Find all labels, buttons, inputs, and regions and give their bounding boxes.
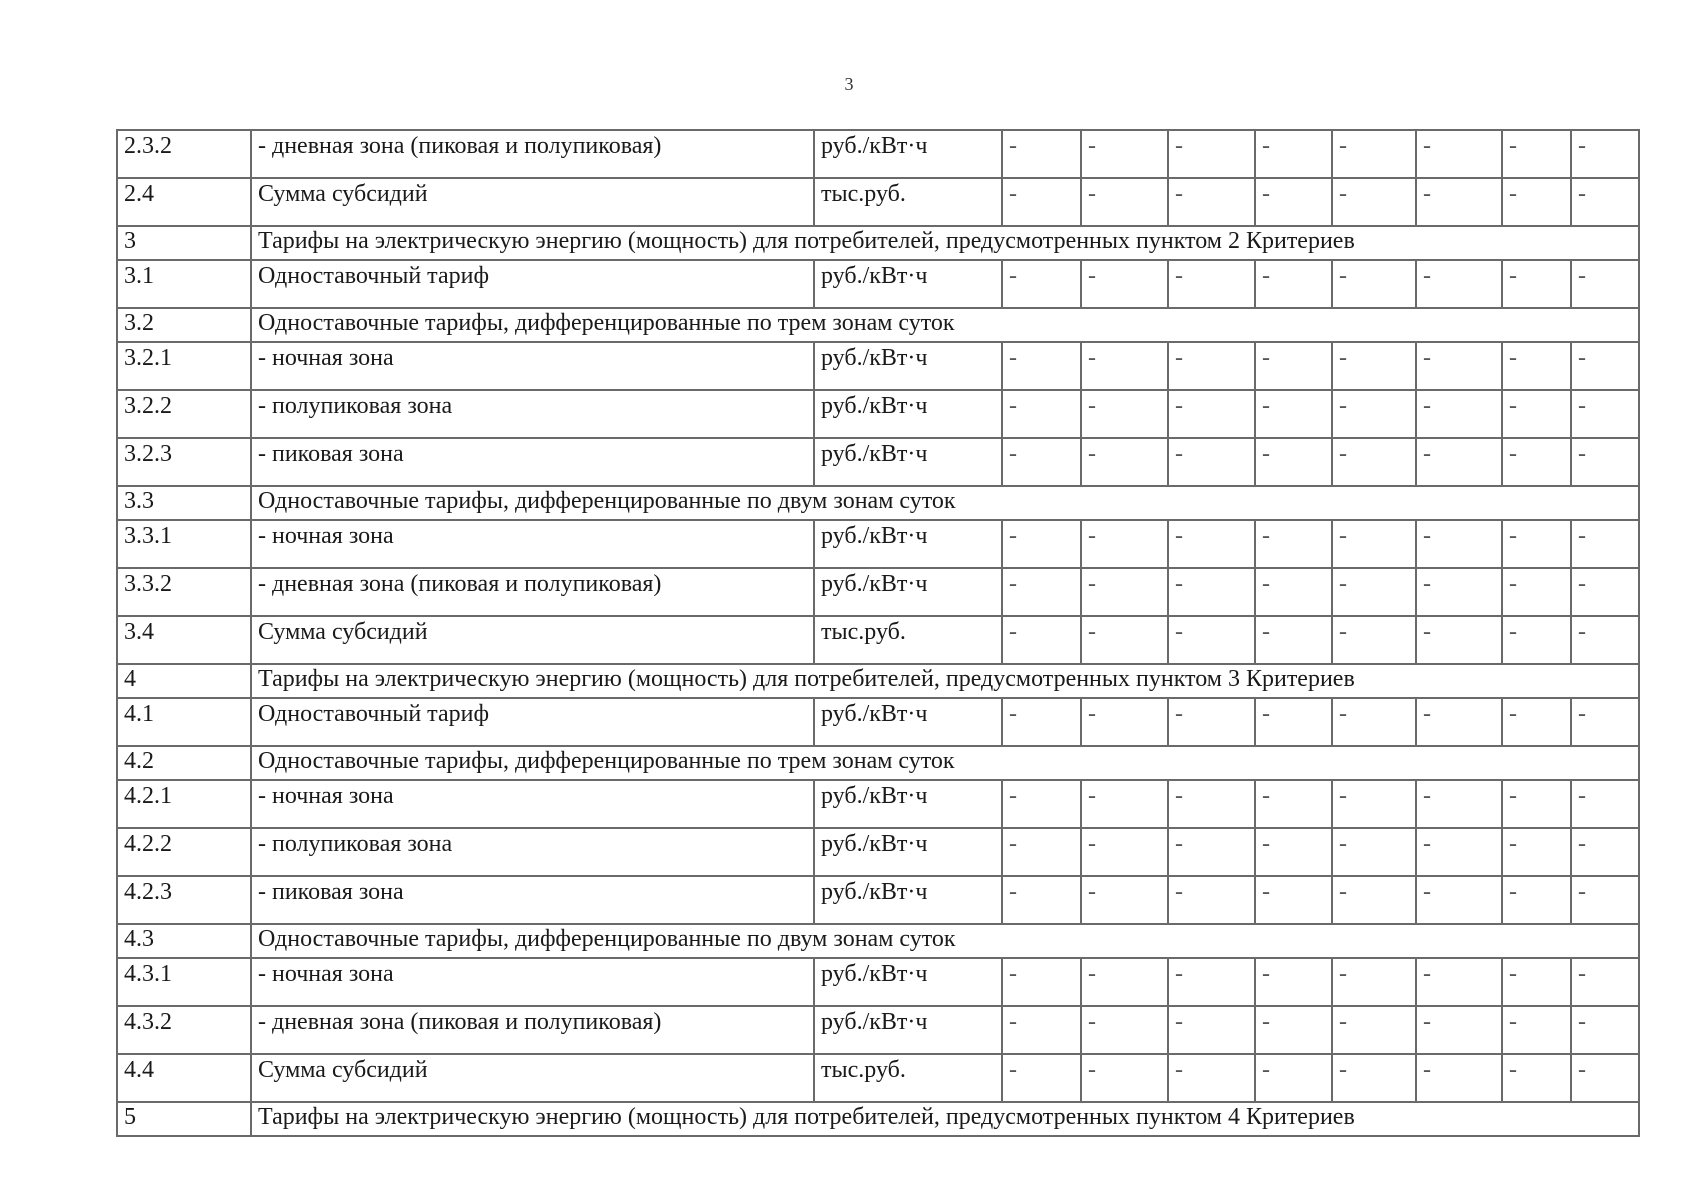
row-number: 3.3.1 bbox=[117, 520, 251, 568]
value-cell: - bbox=[1416, 342, 1502, 390]
value-cell: - bbox=[1502, 178, 1571, 226]
table-row bbox=[117, 130, 1639, 178]
value-cell: - bbox=[1502, 1054, 1571, 1102]
value-cell: - bbox=[1416, 130, 1502, 178]
value-cell: - bbox=[1002, 780, 1081, 828]
value-cell: - bbox=[1081, 178, 1168, 226]
row-number: 3.2.2 bbox=[117, 390, 251, 438]
value-cell: - bbox=[1081, 130, 1168, 178]
row-unit: руб./кВт·ч bbox=[814, 780, 1002, 828]
value-cell: - bbox=[1255, 178, 1332, 226]
value-cell: - bbox=[1416, 438, 1502, 486]
value-cell: - bbox=[1416, 260, 1502, 308]
value-cell: - bbox=[1168, 178, 1255, 226]
value-cell: - bbox=[1002, 390, 1081, 438]
value-cell: - bbox=[1502, 828, 1571, 876]
section-title: Одноставочные тарифы, дифференцированные по двум зонам суток bbox=[251, 924, 1639, 958]
value-cell: - bbox=[1255, 390, 1332, 438]
value-cell: - bbox=[1168, 876, 1255, 924]
row-unit: руб./кВт·ч bbox=[814, 828, 1002, 876]
row-name: Сумма субсидий bbox=[251, 178, 814, 226]
value-cell: - bbox=[1081, 390, 1168, 438]
value-cell: - bbox=[1502, 438, 1571, 486]
value-cell: - bbox=[1002, 1006, 1081, 1054]
value-cell: - bbox=[1571, 780, 1639, 828]
row-unit: тыс.руб. bbox=[814, 1054, 1002, 1102]
row-number: 3.2.3 bbox=[117, 438, 251, 486]
value-cell: - bbox=[1416, 390, 1502, 438]
value-cell: - bbox=[1416, 616, 1502, 664]
value-cell: - bbox=[1255, 568, 1332, 616]
table-row bbox=[117, 1054, 1639, 1102]
value-cell: - bbox=[1002, 828, 1081, 876]
value-cell: - bbox=[1002, 130, 1081, 178]
row-number: 4.3 bbox=[117, 924, 251, 958]
table-row bbox=[117, 520, 1639, 568]
value-cell: - bbox=[1081, 828, 1168, 876]
row-number: 4 bbox=[117, 664, 251, 698]
section-row bbox=[117, 308, 1639, 342]
value-cell: - bbox=[1002, 520, 1081, 568]
value-cell: - bbox=[1332, 438, 1416, 486]
value-cell: - bbox=[1332, 876, 1416, 924]
value-cell: - bbox=[1332, 260, 1416, 308]
table-row bbox=[117, 1006, 1639, 1054]
value-cell: - bbox=[1571, 616, 1639, 664]
row-name: - пиковая зона bbox=[251, 438, 814, 486]
value-cell: - bbox=[1081, 520, 1168, 568]
value-cell: - bbox=[1571, 390, 1639, 438]
value-cell: - bbox=[1168, 698, 1255, 746]
row-number: 3.2 bbox=[117, 308, 251, 342]
value-cell: - bbox=[1168, 1006, 1255, 1054]
value-cell: - bbox=[1332, 130, 1416, 178]
value-cell: - bbox=[1168, 828, 1255, 876]
value-cell: - bbox=[1168, 438, 1255, 486]
row-unit: тыс.руб. bbox=[814, 178, 1002, 226]
value-cell: - bbox=[1168, 342, 1255, 390]
table-body bbox=[117, 130, 1639, 1136]
value-cell: - bbox=[1502, 698, 1571, 746]
section-title: Одноставочные тарифы, дифференцированные по трем зонам суток bbox=[251, 308, 1639, 342]
row-unit: руб./кВт·ч bbox=[814, 698, 1002, 746]
value-cell: - bbox=[1502, 1006, 1571, 1054]
value-cell: - bbox=[1502, 958, 1571, 1006]
value-cell: - bbox=[1255, 260, 1332, 308]
value-cell: - bbox=[1571, 1006, 1639, 1054]
row-name: - дневная зона (пиковая и полупиковая) bbox=[251, 1006, 814, 1054]
row-name: - дневная зона (пиковая и полупиковая) bbox=[251, 130, 814, 178]
value-cell: - bbox=[1168, 130, 1255, 178]
section-row bbox=[117, 924, 1639, 958]
section-title: Тарифы на электрическую энергию (мощность) для потребителей, предусмотренных пунктом 4 Критериев bbox=[251, 1102, 1639, 1136]
value-cell: - bbox=[1002, 1054, 1081, 1102]
row-number: 2.3.2 bbox=[117, 130, 251, 178]
value-cell: - bbox=[1168, 390, 1255, 438]
row-number: 4.4 bbox=[117, 1054, 251, 1102]
value-cell: - bbox=[1416, 828, 1502, 876]
row-name: Одноставочный тариф bbox=[251, 260, 814, 308]
page-number: 3 bbox=[844, 74, 854, 94]
value-cell: - bbox=[1255, 958, 1332, 1006]
value-cell: - bbox=[1255, 520, 1332, 568]
value-cell: - bbox=[1002, 616, 1081, 664]
table-row bbox=[117, 260, 1639, 308]
row-number: 4.2.1 bbox=[117, 780, 251, 828]
value-cell: - bbox=[1571, 568, 1639, 616]
value-cell: - bbox=[1502, 130, 1571, 178]
value-cell: - bbox=[1571, 438, 1639, 486]
value-cell: - bbox=[1502, 342, 1571, 390]
value-cell: - bbox=[1571, 828, 1639, 876]
row-number: 3 bbox=[117, 226, 251, 260]
row-name: - полупиковая зона bbox=[251, 390, 814, 438]
value-cell: - bbox=[1502, 390, 1571, 438]
value-cell: - bbox=[1168, 616, 1255, 664]
value-cell: - bbox=[1332, 520, 1416, 568]
value-cell: - bbox=[1168, 260, 1255, 308]
value-cell: - bbox=[1081, 780, 1168, 828]
row-number: 4.3.1 bbox=[117, 958, 251, 1006]
row-number: 3.2.1 bbox=[117, 342, 251, 390]
value-cell: - bbox=[1002, 568, 1081, 616]
value-cell: - bbox=[1255, 876, 1332, 924]
value-cell: - bbox=[1332, 1006, 1416, 1054]
value-cell: - bbox=[1332, 958, 1416, 1006]
row-number: 4.2.2 bbox=[117, 828, 251, 876]
table-row bbox=[117, 178, 1639, 226]
row-name: Одноставочный тариф bbox=[251, 698, 814, 746]
value-cell: - bbox=[1416, 178, 1502, 226]
value-cell: - bbox=[1571, 1054, 1639, 1102]
row-unit: тыс.руб. bbox=[814, 616, 1002, 664]
value-cell: - bbox=[1081, 568, 1168, 616]
section-title: Тарифы на электрическую энергию (мощность) для потребителей, предусмотренных пунктом 2 Критериев bbox=[251, 226, 1639, 260]
row-name: - пиковая зона bbox=[251, 876, 814, 924]
value-cell: - bbox=[1332, 616, 1416, 664]
row-unit: руб./кВт·ч bbox=[814, 342, 1002, 390]
value-cell: - bbox=[1081, 876, 1168, 924]
row-unit: руб./кВт·ч bbox=[814, 568, 1002, 616]
row-number: 4.2.3 bbox=[117, 876, 251, 924]
value-cell: - bbox=[1571, 520, 1639, 568]
row-number: 2.4 bbox=[117, 178, 251, 226]
row-number: 4.1 bbox=[117, 698, 251, 746]
row-number: 3.1 bbox=[117, 260, 251, 308]
value-cell: - bbox=[1571, 342, 1639, 390]
row-unit: руб./кВт·ч bbox=[814, 390, 1002, 438]
section-title: Одноставочные тарифы, дифференцированные по двум зонам суток bbox=[251, 486, 1639, 520]
value-cell: - bbox=[1416, 780, 1502, 828]
value-cell: - bbox=[1416, 958, 1502, 1006]
row-unit: руб./кВт·ч bbox=[814, 438, 1002, 486]
section-row bbox=[117, 1102, 1639, 1136]
value-cell: - bbox=[1255, 342, 1332, 390]
row-number: 3.4 bbox=[117, 616, 251, 664]
value-cell: - bbox=[1416, 568, 1502, 616]
value-cell: - bbox=[1571, 178, 1639, 226]
table-row bbox=[117, 568, 1639, 616]
value-cell: - bbox=[1502, 616, 1571, 664]
value-cell: - bbox=[1168, 958, 1255, 1006]
value-cell: - bbox=[1416, 1054, 1502, 1102]
value-cell: - bbox=[1571, 260, 1639, 308]
table-row bbox=[117, 828, 1639, 876]
value-cell: - bbox=[1332, 828, 1416, 876]
value-cell: - bbox=[1081, 1006, 1168, 1054]
table-row bbox=[117, 958, 1639, 1006]
value-cell: - bbox=[1002, 876, 1081, 924]
value-cell: - bbox=[1255, 438, 1332, 486]
row-name: - ночная зона bbox=[251, 780, 814, 828]
value-cell: - bbox=[1332, 1054, 1416, 1102]
table-row bbox=[117, 342, 1639, 390]
value-cell: - bbox=[1002, 178, 1081, 226]
row-number: 3.3 bbox=[117, 486, 251, 520]
row-unit: руб./кВт·ч bbox=[814, 1006, 1002, 1054]
row-number: 5 bbox=[117, 1102, 251, 1136]
value-cell: - bbox=[1332, 568, 1416, 616]
table-row bbox=[117, 438, 1639, 486]
table-row bbox=[117, 780, 1639, 828]
value-cell: - bbox=[1416, 698, 1502, 746]
row-name: - дневная зона (пиковая и полупиковая) bbox=[251, 568, 814, 616]
value-cell: - bbox=[1081, 958, 1168, 1006]
row-unit: руб./кВт·ч bbox=[814, 520, 1002, 568]
row-unit: руб./кВт·ч bbox=[814, 130, 1002, 178]
row-unit: руб./кВт·ч bbox=[814, 958, 1002, 1006]
value-cell: - bbox=[1332, 780, 1416, 828]
value-cell: - bbox=[1332, 698, 1416, 746]
value-cell: - bbox=[1571, 698, 1639, 746]
section-title: Тарифы на электрическую энергию (мощность) для потребителей, предусмотренных пунктом 3 Критериев bbox=[251, 664, 1639, 698]
value-cell: - bbox=[1571, 130, 1639, 178]
value-cell: - bbox=[1081, 616, 1168, 664]
value-cell: - bbox=[1002, 958, 1081, 1006]
value-cell: - bbox=[1081, 1054, 1168, 1102]
table-row bbox=[117, 616, 1639, 664]
value-cell: - bbox=[1255, 1006, 1332, 1054]
table-row bbox=[117, 390, 1639, 438]
row-name: - ночная зона bbox=[251, 342, 814, 390]
row-unit: руб./кВт·ч bbox=[814, 260, 1002, 308]
section-row bbox=[117, 486, 1639, 520]
section-row bbox=[117, 746, 1639, 780]
value-cell: - bbox=[1571, 958, 1639, 1006]
value-cell: - bbox=[1416, 520, 1502, 568]
value-cell: - bbox=[1002, 342, 1081, 390]
section-title: Одноставочные тарифы, дифференцированные по трем зонам суток bbox=[251, 746, 1639, 780]
tariff-table bbox=[116, 129, 1640, 1137]
row-number: 4.3.2 bbox=[117, 1006, 251, 1054]
row-name: Сумма субсидий bbox=[251, 616, 814, 664]
value-cell: - bbox=[1332, 342, 1416, 390]
value-cell: - bbox=[1168, 568, 1255, 616]
row-number: 3.3.2 bbox=[117, 568, 251, 616]
table-row bbox=[117, 698, 1639, 746]
value-cell: - bbox=[1081, 438, 1168, 486]
value-cell: - bbox=[1502, 780, 1571, 828]
value-cell: - bbox=[1168, 520, 1255, 568]
value-cell: - bbox=[1255, 698, 1332, 746]
value-cell: - bbox=[1002, 698, 1081, 746]
value-cell: - bbox=[1168, 1054, 1255, 1102]
value-cell: - bbox=[1002, 438, 1081, 486]
value-cell: - bbox=[1081, 698, 1168, 746]
row-unit: руб./кВт·ч bbox=[814, 876, 1002, 924]
value-cell: - bbox=[1002, 260, 1081, 308]
value-cell: - bbox=[1416, 876, 1502, 924]
value-cell: - bbox=[1332, 178, 1416, 226]
value-cell: - bbox=[1332, 390, 1416, 438]
value-cell: - bbox=[1255, 780, 1332, 828]
value-cell: - bbox=[1416, 1006, 1502, 1054]
value-cell: - bbox=[1502, 876, 1571, 924]
row-name: - ночная зона bbox=[251, 958, 814, 1006]
row-name: Сумма субсидий bbox=[251, 1054, 814, 1102]
value-cell: - bbox=[1168, 780, 1255, 828]
value-cell: - bbox=[1502, 260, 1571, 308]
value-cell: - bbox=[1502, 568, 1571, 616]
value-cell: - bbox=[1255, 616, 1332, 664]
value-cell: - bbox=[1081, 342, 1168, 390]
value-cell: - bbox=[1571, 876, 1639, 924]
value-cell: - bbox=[1502, 520, 1571, 568]
value-cell: - bbox=[1255, 130, 1332, 178]
section-row bbox=[117, 226, 1639, 260]
row-name: - полупиковая зона bbox=[251, 828, 814, 876]
table-row bbox=[117, 876, 1639, 924]
row-number: 4.2 bbox=[117, 746, 251, 780]
row-name: - ночная зона bbox=[251, 520, 814, 568]
value-cell: - bbox=[1255, 1054, 1332, 1102]
value-cell: - bbox=[1255, 828, 1332, 876]
section-row bbox=[117, 664, 1639, 698]
value-cell: - bbox=[1081, 260, 1168, 308]
